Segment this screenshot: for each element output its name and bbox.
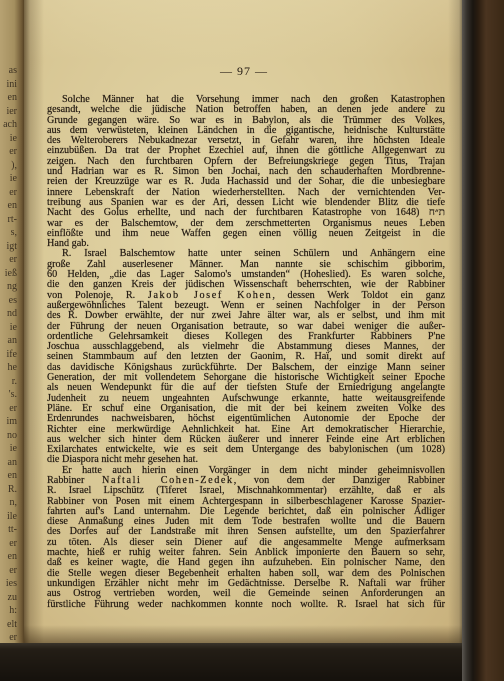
facing-page-fragment: ach <box>3 119 17 130</box>
text-line: Judenheit zu neuem ungeahnten Aufschwunge erkannte, hatte weitausgreifende <box>47 392 445 404</box>
facing-page-fragment: zu <box>7 591 17 603</box>
facing-page-fragment: no <box>7 429 17 441</box>
text-line: diese Anmaßung eines Juden mit dem Tode bestrafen wollte und die Bauern <box>47 516 445 528</box>
paragraph-2 <box>47 249 445 465</box>
facing-page-fragment: er <box>9 632 17 643</box>
emphasized-name: Jakob Josef Kohen <box>147 289 273 301</box>
paragraph-3 <box>47 466 445 610</box>
facing-page-fragment: ini <box>6 78 17 90</box>
paragraph-1 <box>47 95 445 249</box>
facing-page-fragment: an <box>7 456 17 468</box>
text-line: Hand gab. <box>47 238 89 250</box>
facing-page-fragment: es <box>8 294 17 306</box>
facing-page-fragment: er <box>9 564 17 576</box>
facing-page-fragment: er <box>9 146 17 157</box>
facing-page-fragment: R. <box>7 483 17 495</box>
text-segment: von Polenoje, R. <box>47 289 148 301</box>
book-page <box>24 0 464 643</box>
text-line: das davidische Königshaus zurückführte. Der Balschem, der einzige Mann seiner <box>47 361 445 373</box>
facing-page-fragment: ie <box>9 443 17 454</box>
text-line: gesandt, welche die jüdische Nation betroffen haben, an denen jede andere zu <box>47 104 445 116</box>
facing-page-fragment: 's. <box>8 389 17 400</box>
page-body <box>47 95 445 610</box>
text-line: außergewöhnliches Talent bezeugt. Wenn er seinen Nachfolger in der Person <box>47 299 445 311</box>
text-line: die Diaspora nicht mehr gesehen hat. <box>47 454 199 466</box>
facing-page-fragment: he <box>7 362 17 373</box>
facing-page-fragment: ier <box>6 105 17 117</box>
facing-page-fragment: er <box>9 254 17 265</box>
facing-page-edge <box>0 0 26 648</box>
text-line: fürstliche Führung weder nachkommen konnte noch wollte. R. Israel hat sich für <box>47 598 445 610</box>
text-line: des Dorfes auf der Landstraße mit ihren Sensen aufstellte, um den Spazierfahrer <box>47 526 445 538</box>
text-line: Erdenrundes nachweisbaren, höchst eigentümlichen Autonomie der Epoche der <box>47 413 445 425</box>
text-line: als neuen Wendepunkt für die auf der tiefsten Stufe der Erniedrigung angelangte <box>47 382 445 394</box>
facing-page-fragment: tt- <box>8 524 17 535</box>
text-line: Grunde gegangen wäre. So war es in Babylon, als die Trümmer des Volkes, <box>47 114 445 126</box>
book-cover-edge <box>462 0 504 681</box>
facing-page-fragment: ile <box>7 510 17 522</box>
facing-page-fragment: en <box>7 470 17 481</box>
text-line: machte, hieß er ruhig weiter fahren. Sein Anblick imponierte den Bauern so sehr, <box>47 547 445 559</box>
text-line: 60 Helden, „die das Lager Salomo's umstanden“ (Hoheslied). Es waren solche, <box>47 269 445 281</box>
facing-page-fragment: en <box>7 92 17 103</box>
facing-page-fragment: igt <box>6 240 17 252</box>
facing-page-fragment: nd <box>7 308 17 319</box>
text-line: des R. Dowber erwählte, der nur zwei Jahre älter war, als er selbst, und ihm mit <box>47 310 445 322</box>
facing-page-fragment: as <box>8 65 17 76</box>
text-line: treibung aus Spanien war es der Ari, dessen Licht wie blendender Blitz die tiefe <box>47 196 445 208</box>
text-segment: Rabbiner <box>47 474 102 486</box>
facing-page-fragments <box>3 64 17 645</box>
text-line: die Stelle wegen dieser Begebenheit erhalten haben soll, war dem des Polnischen <box>47 567 445 579</box>
text-line: unkundigen Erzähler nicht mehr im Gedächtnisse. Derselbe R. Naftali war früher <box>47 577 445 589</box>
text-line: seinen Stammbaum auf den letzten der Gaonim, R. Haï, und somit direkt auf <box>47 351 445 363</box>
facing-page-fragment: h: <box>9 605 17 616</box>
text-line: Generation, der mit vollendetem Sehorgane die historische Wichtigkeit seiner Epoche <box>47 372 445 384</box>
text-line: des Welteroberers Nebukadnezar versetzt, in Gefahr waren, ihre höchsten Ideale <box>47 135 445 147</box>
text-line: fahrten auf's Land unternahm. Die Legende berichtet, daß ein polnischer Adliger <box>47 505 445 517</box>
facing-page-fragment: er <box>9 186 17 198</box>
text-line: Richter eine merkwürdige Aehnlichkeit hat. Eine Art demokratischer Hierarchie, <box>47 423 445 435</box>
text-line: Pläne. Er schuf eine Organisation, die mit der bei keinem zweiten Volke des <box>47 402 445 414</box>
text-line: die den ganzen Kreis der jüdischen Wissenschaft beherrschten, wie der Rabbiner <box>47 279 445 291</box>
facing-page-fragment: elt <box>7 618 17 630</box>
text-line: innere Lebenskraft der Nation wiederherstellten. Nach der vernichtenden Ver- <box>47 186 445 198</box>
text-line: Er hatte auch hierin einen Vorgänger in dem nicht minder geheimnisvollen <box>62 464 445 476</box>
table-surface <box>0 643 462 681</box>
facing-page-fragment: s, <box>10 227 17 238</box>
facing-page-fragment: ieß <box>4 267 17 279</box>
facing-page-fragment: ng <box>7 281 17 292</box>
facing-page-fragment: ife <box>6 348 17 360</box>
text-line: aus welcher sich hinter dem Rücken äußerer und innerer Feinde eine Art erblichen <box>47 433 445 445</box>
text-line: zeigen. Nach den furchtbaren Opfern der Befreiungskriege gegen Titus, Trajan <box>47 155 445 167</box>
text-line: Solche Männer hat die Vorsehung immer nach den großen Katastrophen <box>62 94 445 105</box>
text-line: Exilarchates entwickelte, wie es seit dem Untergange des babylonischen (um 1028) <box>47 444 445 456</box>
text-line: war es der Balschemtow, der dem zerschmetterten Organismus neues Leben <box>47 217 445 229</box>
page-number: — 97 — <box>220 64 268 78</box>
text-line: ordentliche Gelehrsamkeit dieses Kollegen des Frankfurter Rabbiners P'ne <box>47 330 445 342</box>
facing-page-fragment: ie <box>9 321 17 333</box>
facing-page-fragment: r. <box>11 375 17 387</box>
facing-page-fragment: ies <box>5 578 17 589</box>
facing-page-fragment: er <box>9 537 17 549</box>
text-line: Joschua ausschlaggebend, als vielmehr die Abstammung dieses Mannes, der <box>47 341 445 353</box>
text-segment: , von dem der Danziger Rabbiner <box>233 474 445 486</box>
facing-page-fragment: ie <box>9 132 17 144</box>
text-line: große Zahl auserlesener Männer. Man nannte sie schischim gibborim, <box>47 258 445 270</box>
facing-page-fragment: ie <box>9 173 17 184</box>
emphasized-name: Naftali Cohen-Zedek <box>101 474 234 486</box>
text-line: der Führung der neuen Organisation betraute, so war dabei weniger die außer- <box>47 320 445 332</box>
text-line: zu töten. Als dieser sein Diener auf die angesammelte Menge aufmerksam <box>47 536 445 548</box>
text-line: reien der Kreuzzüge war es R. Juda Hachassid und der Sohar, die die unbesiegbare <box>47 176 445 188</box>
facing-page-fragment: an <box>7 335 17 346</box>
text-line: aus Ostrog vertrieben worden, weil die Gemeinde seinen Anforderungen an <box>47 588 445 600</box>
text-line: R. Israel Lipschütz (Tiferet Israel, Mischnahkommentar) erzählte, daß er als <box>47 485 445 497</box>
text-line: und Hadrian war es R. Simon ben Jochai, nach den schauderhaften Mordbrenne- <box>47 166 445 178</box>
facing-page-fragment: er <box>9 402 17 414</box>
text-line: Nacht des Golus erhellte, und nach der furchtbaren Katastrophe von ת״ח (1648 <box>47 207 445 219</box>
text-line: einzubüßen. Da trat der Prophet Ezechiel auf, ihnen die göttliche Allgegenwart zu <box>47 145 445 157</box>
facing-page-fragment: rt- <box>7 213 17 225</box>
facing-page-fragment: en <box>7 200 17 211</box>
text-line: Rabbiner von Posen mit einem Achtergespann in silberbeschlagener Karosse Spazier- <box>47 495 445 507</box>
facing-page-fragment: n, <box>9 497 17 508</box>
facing-page-fragment: en <box>7 551 17 562</box>
facing-page-fragment: im <box>6 416 17 427</box>
text-line: aus dem verwüsteten, kleinen Ländchen in die gigantische, heidnische Kulturstätte <box>47 124 445 136</box>
text-segment: , dessen Werk Toldot ein ganz <box>272 289 445 301</box>
facing-page-fragment: ), <box>11 159 17 171</box>
text-line: daß es keiner wagte, die Hand gegen ihn aufzuheben. Ein polnischer Name, den <box>47 557 445 569</box>
text-line: R. Israel Balschemtow hatte unter seinen Schülern und Anhängern eine <box>62 248 445 260</box>
text-line: einflößte und ihm neue Waffen gegen einen völlig neuen Zeitgeist in die <box>47 227 445 239</box>
